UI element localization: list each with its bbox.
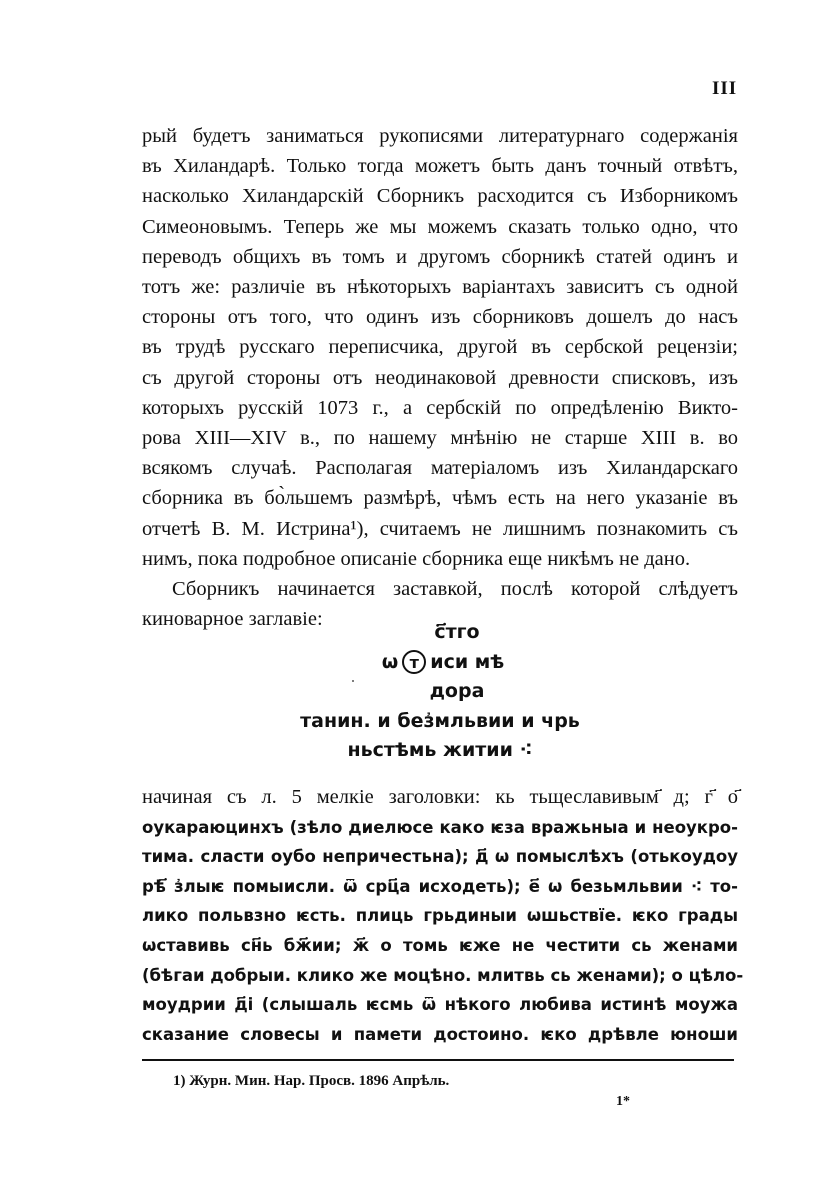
slavonic-line: тима. сласти оубо непричестьна); д҃ ѡ помыслѣхъ (отькоудоу [142,847,738,867]
text-line: начиная съ л. 5 мелкіе заголовки: кь тьщеславивым҃ д; г҃ о҃ [142,786,738,808]
text-line: нимъ, пока подробное описаніе сборника еще никѣмъ не дано. [142,547,691,570]
slavonic-line: (бѣгаи добрыи. клико же моцѣно. млитвь сь женами); о цѣло- [142,965,744,985]
text-line: сборника въ бо̀льшемъ размѣрѣ, чѣмъ есть на него указаніе въ [142,487,738,510]
circled-letter: т [402,650,426,674]
text-line: тотъ же: различіе въ нѣкоторыхъ варіантахъ зависитъ съ одной [142,276,738,299]
text-line: въ Хиландарѣ. Только тогда можетъ быть данъ точный отвѣтъ, [142,155,738,178]
footnote-divider [142,1059,734,1061]
text-line: рый будетъ заниматься рукописями литературнаго содержанія [142,125,738,147]
headings-paragraph [142,783,744,1049]
text-line: стороны отъ того, что одинъ изъ сборниковъ дошелъ до насъ [142,306,738,329]
main-text [142,121,738,634]
title-fragment: иси мѣ [430,650,505,673]
title-line: ньстѣмь житии ⁖ [347,739,533,761]
slavonic-line: ѡставивь сн҃ь бж҃ии; ж҃ о томь ѥже не честити сь женами [142,935,738,955]
text-line: рова XIII—XIV в., по нашему мнѣнію не старше XIII в. во [142,427,738,450]
text-line: отчетѣ В. М. Истрина¹), считаемъ не лишнимъ познакомить съ [142,517,738,540]
title-fragment: ѡ [381,650,399,673]
slavonic-line: моудрии д҃і (слышаль ѥсмь ѿ нѣкого любива истинѣ моужа [142,995,738,1015]
page-number: III [712,78,738,99]
title-line: дора [429,680,485,702]
text-line: съ другой стороны отъ неодинаковой древности списковъ, изъ [142,366,738,389]
printer-signature: 1* [616,1094,630,1109]
text-line: киноварное заглавіе: [142,608,323,631]
slavonic-line: оукараюцинхъ (зѣло диелюсе како ѥза вражьныа и неоукро- [142,817,738,837]
title-line: с҃тго [434,621,480,643]
slavonic-line: рѣ҃ з҆лыѥ помыисли. ѿ срц҃а исходеть); е҃ ѡ безьмльвии ⁖ то- [142,876,738,896]
text-line: въ трудѣ русскаго переписчика, другой въ сербской рецензіи; [142,336,738,359]
text-line: Сборникъ начинается заставкой, послѣ которой слѣдуетъ [172,578,738,601]
footnote: 1) Журн. Мин. Нар. Просв. 1896 Апрѣль. [173,1073,450,1089]
title-line [142,648,738,678]
text-line: всякомъ случаѣ. Располагая матеріаломъ изъ Хиландарскаго [142,457,738,480]
text-line: которыхъ русскій 1073 г., а сербскій по опредѣленію Викто- [142,396,738,419]
slavonic-line: лико польвзно ѥсть. плиць грьдиныи ѡшьствїе. ѥко грады [142,906,738,926]
text-line: Симеоновымъ. Теперь же мы можемъ сказать только одно, что [142,215,738,238]
text-line: переводъ общихъ въ томъ и другомъ сборникѣ статей одинъ и [142,245,738,268]
title-line: танин. и без҆мльвии и чрь [300,709,580,732]
vermilion-title [142,618,738,766]
slavonic-line: сказание словесы и памети достоино. ѥко дрѣвле юноши [142,1024,738,1044]
text-line: насколько Хиландарскій Сборникъ расходится съ Изборникомъ [142,185,738,208]
